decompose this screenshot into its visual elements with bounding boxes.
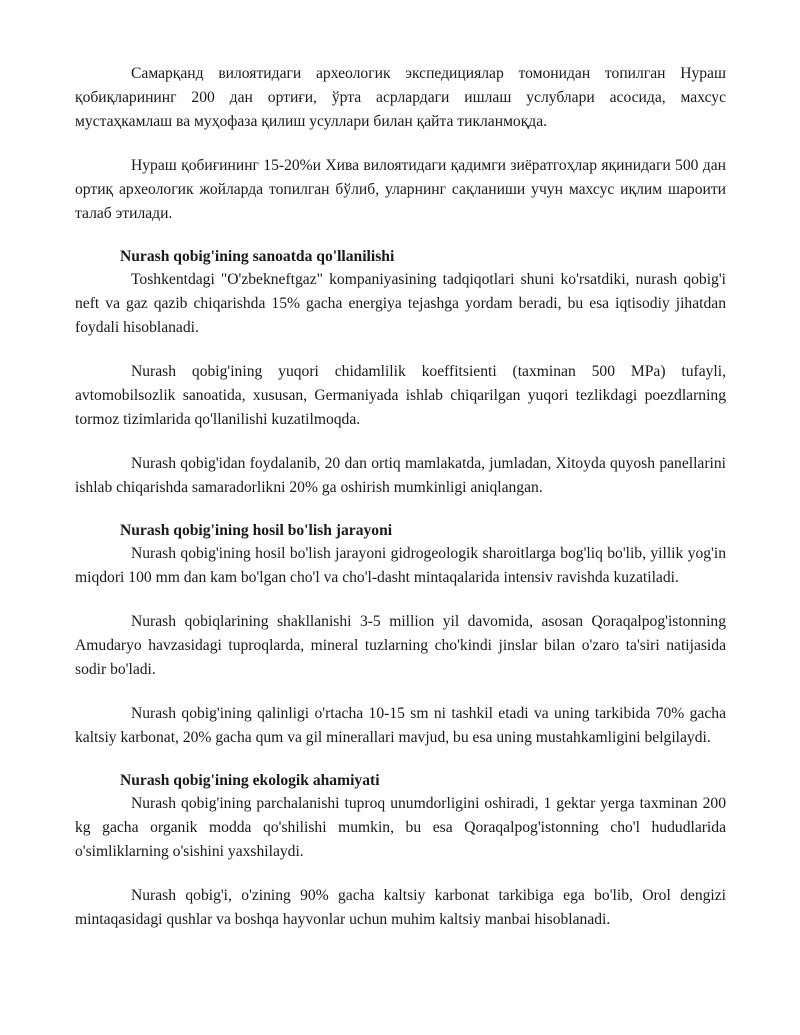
heading-ecological-importance: Nurash qobig'ining ekologik ahamiyati [120,772,380,789]
heading-industrial-use: Nurash qobig'ining sanoatda qo'llanilishi [120,248,395,265]
document-page [75,62,726,932]
paragraph-formation-time: Nurash qobiqlarining shakllanishi 3-5 million yil davomida, asosan Qoraqalpog'istonning Amudaryo havzasidagi tuproqlarda, mineral tuzlarning cho'kindi jinslar bilan o'zaro ta'siri natijasida sodir bo'ladi. [75,613,726,678]
paragraph-soil-fertility: Nurash qobig'ining parchalanishi tuproq unumdorligini oshiradi, 1 gektar yerga taxminan 200 kg gacha organik modda qo'shilishi mumkin, bu esa Qoraqalpog'istonning cho'l hududlarida o'simliklarning o'sishini yaxshilaydi. [75,795,726,860]
paragraph-hydrogeology: Nurash qobig'ining hosil bo'lish jarayoni gidrogeologik sharoitlarga bog'liq bo'lib, yillik yog'in miqdori 100 mm dan kam bo'lgan cho'l va cho'l-dasht mintaqalarida intensiv ravishda kuzatiladi. [75,545,726,586]
heading-formation-process: Nurash qobig'ining hosil bo'lish jarayoni [120,522,393,539]
paragraph-automotive: Nurash qobig'ining yuqori chidamlilik koeffitsienti (taxminan 500 MPa) tufayli, avtomobilsozlik sanoatida, xususan, Germaniyada ishlab chiqarilgan yuqori tezlikdagi poezdlarning tormoz tizimlarida qo'llanilishi kuzatilmoqda. [75,363,726,428]
paragraph-solar-panels: Nurash qobig'idan foydalanib, 20 dan ortiq mamlakatda, jumladan, Xitoyda quyosh panellarini ishlab chiqarishda samaradorlikni 20% ga oshirish mumkinligi aniqlangan. [75,455,726,496]
paragraph-oil-gas: Toshkentdagi "O'zbekneftgaz" kompaniyasining tadqiqotlari shuni ko'rsatdiki, nurash qobig'i neft va gaz qazib chiqarishda 15% gacha energiya tejashga yordam beradi, bu esa iqtisodiy jihatdan foydali hisoblanadi. [75,271,726,336]
paragraph-samarkand-restoration: Самарқанд вилоятидаги археологик экспедициялар томонидан топилган Нураш қобиқларининг 200 дан ортиғи, ўрта асрлардаги ишлаш услублари асосида, махсус мустаҳкамлаш ва муҳофаза қилиш усуллари билан қайта тикланмоқда. [75,65,726,130]
paragraph-khiva-sites: Нураш қобиғининг 15-20%и Хива вилоятидаги қадимги зиёратгоҳлар яқинидаги 500 дан ортиқ археологик жойларда топилган бўлиб, уларнинг сақланиши учун махсус иқлим шароити талаб этилади. [75,157,726,222]
paragraph-thickness: Nurash qobig'ining qalinligi o'rtacha 10-15 sm ni tashkil etadi va uning tarkibida 70% gacha kaltsiy karbonat, 20% gacha qum va gil minerallari mavjud, bu esa uning mustahkamligini belgilaydi. [75,705,726,746]
paragraph-calcium-source: Nurash qobig'i, o'zining 90% gacha kaltsiy karbonat tarkibiga ega bo'lib, Orol dengizi mintaqasidagi qushlar va boshqa hayvonlar uchun muhim kaltsiy manbai hisoblanadi. [75,887,726,928]
